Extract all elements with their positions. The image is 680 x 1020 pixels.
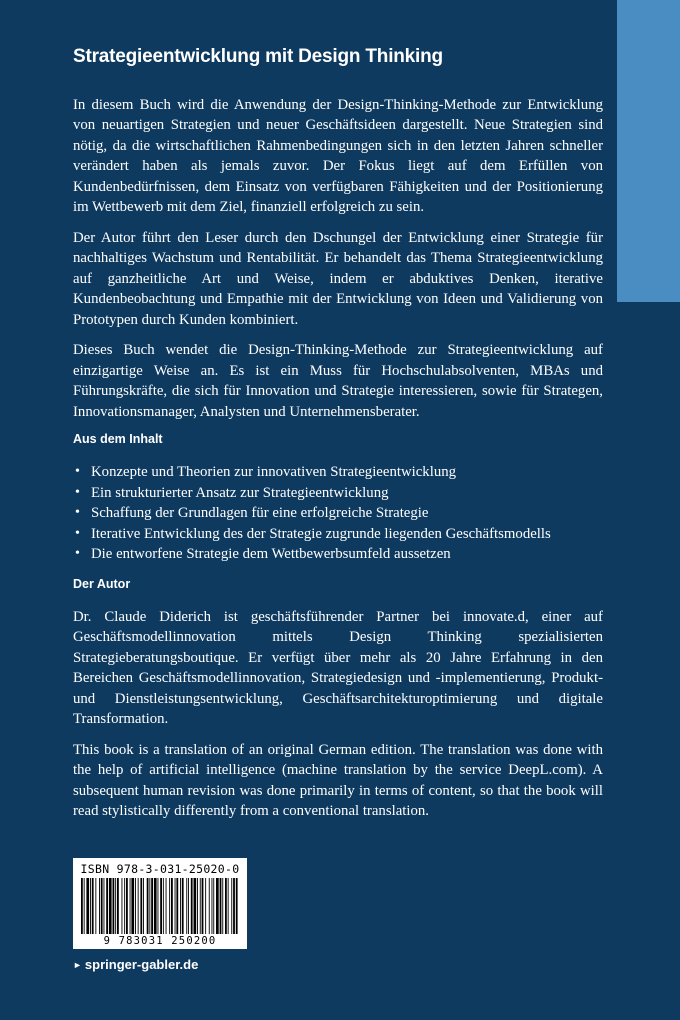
barcode-stripe [160,878,162,934]
barcode-stripe [117,878,119,934]
description-paragraph-1: In diesem Buch wird die Anwendung der Design-Thinking-Methode zur Entwicklung von neuartigen Strategien und neuer Geschäftsideen dargestellt. Neue Strategien sind nötig, da die wirtschaftlichen Rahmenbedingungen sich in den letzten Jahren schneller verändert haben als jemals zuvor. Der Fokus liegt auf dem Erfüllen von Kundenbedürfnissen, dem Einsatz von verfügbaren Fähigkeiten und der Positionierung im Wettbewerb mit dem Ziel, finanziell erfolgreich zu sein. [73,96,603,216]
barcode-stripe [191,878,193,934]
barcode-stripe [182,878,184,934]
barcode-stripe [197,878,198,934]
barcode-stripe [86,878,89,934]
barcode-stripe [138,878,139,934]
isbn-barcode [73,858,247,949]
barcode-stripe [126,878,128,934]
barcode-stripe [84,878,85,934]
bullet-icon: • [75,505,80,521]
barcode-stripe [220,878,222,934]
book-title: Strategieentwicklung mit Design Thinking [73,46,443,67]
publisher-website[interactable] [73,957,198,972]
barcode-stripe [147,878,149,934]
barcode-stripe [113,878,115,934]
barcode-stripe [81,878,83,934]
barcode-stripe [149,878,150,934]
bullet-icon: • [75,484,80,500]
isbn-label: ISBN 978-3-031-25020-0 [80,862,240,876]
bullet-icon: • [75,546,80,562]
list-item [73,462,603,483]
barcode-stripe [213,878,214,934]
barcode-stripe [109,878,112,934]
barcode-stripe [236,878,238,934]
barcode-stripe [131,878,134,934]
barcode-stripe [212,878,213,934]
list-item [73,524,603,545]
list-item [73,503,603,524]
barcode-stripe [101,878,103,934]
barcode-stripe [122,878,123,934]
description-paragraph-3: Dieses Buch wendet die Design-Thinking-Methode zur Strategieentwicklung auf einzigartige Weise an. Es ist ein Muss für Hochschulabsolventen, MBAs und Führungskräfte, die sich für Innovation und Strategie interessieren, sowie für Strategen, Innovationsmanager, Analysten und Unternehmensberater. [73,342,603,420]
barcode-stripe [104,878,105,934]
barcode-stripe [135,878,136,934]
barcode-stripe [231,878,232,934]
barcode-stripe [216,878,219,934]
contents-list [73,462,603,565]
barcode-stripe [90,878,91,934]
barcode-stripe [194,878,197,934]
barcode-stripe [202,878,204,934]
barcode-stripe [175,878,176,934]
barcode-digits: 9 783031 250200 [73,935,247,947]
barcode-stripe [143,878,144,934]
barcode-stripe [106,878,108,934]
list-item-label: Die entworfene Strategie dem Wettbewerbsumfeld aussetzen [91,546,451,563]
back-cover-text [73,46,603,832]
barcode-stripe [130,878,131,934]
barcode-stripe [140,878,142,934]
list-item-label: Schaffung der Grundlagen für eine erfolgreiche Strategie [91,505,429,522]
cover-accent-band [617,0,680,302]
barcode-stripe [151,878,153,934]
barcode-stripe [176,878,178,934]
contents-heading: Aus dem Inhalt [73,432,163,447]
bullet-icon: • [75,464,80,480]
barcode-stripe [209,878,210,934]
arrow-right-icon: ► [73,959,82,970]
author-paragraph: Dr. Claude Diderich ist geschäftsführender Partner bei innovate.d, einer auf Geschäftsmodellinnovation mittels Design Thinking spezialisierten Strategieberatungsboutique. Er verfügt über mehr als 20 Jahre Erfahrung in den Bereichen Geschäftsmodellinnovation, Strategiedesign und -implementierung, Produkt- und Dienstleistungsentwicklung, Geschäftsarchitekturoptimierung und digitale Transformation. [73,608,603,728]
bullet-icon: • [75,525,80,541]
barcode-stripe [95,878,96,934]
barcode-stripe [124,878,125,934]
author-heading: Der Autor [73,576,131,591]
list-item-label: Iterative Entwicklung des der Strategie zugrunde liegenden Geschäftsmodells [91,525,551,542]
barcode-stripe [233,878,235,934]
barcode-stripe [228,878,229,934]
barcode-stripe [166,878,167,934]
barcode-stripe [200,878,201,934]
barcode-stripe [169,878,170,934]
list-item [73,544,603,565]
barcode-stripe [171,878,173,934]
barcode-stripe [222,878,223,934]
description-paragraph-2: Der Autor führt den Leser durch den Dschungel der Entwicklung einer Strategie für nachhaltiges Wachstum und Rentabilität. Er behandelt das Thema Strategieentwicklung auf ganzheitliche Art und Weise, indem er abduktives Denken, iterative Kundenbeobachtung und Empathie mit der Entwicklung von Ideen und Validierung von Prototypen durch Kunden kombiniert. [73,229,603,328]
barcode-stripe [225,878,227,934]
barcode-stripe [205,878,206,934]
barcode-stripe [115,878,116,934]
barcode-stripe [158,878,159,934]
barcode-stripe [186,878,187,934]
barcode-stripe [163,878,164,934]
list-item-label: Konzepte und Theorien zur innovativen Strategieentwicklung [91,464,457,481]
website-label: springer-gabler.de [84,957,199,972]
barcode-stripe [154,878,157,934]
list-item-label: Ein strukturierter Ansatz zur Strategieentwicklung [91,484,389,501]
barcode-stripe [188,878,189,934]
barcode-stripe [92,878,94,934]
barcode-stripe [180,878,181,934]
translation-note: This book is a translation of an original German edition. The translation was done with the help of artificial intelligence (machine translation by the service DeepL.com). A subsequent human revision was done primarily in terms of content, so that the book will read stylistically differently from a conventional translation. [73,741,603,820]
barcode-stripe [99,878,100,934]
barcode-icon [77,878,243,934]
list-item [73,483,603,504]
